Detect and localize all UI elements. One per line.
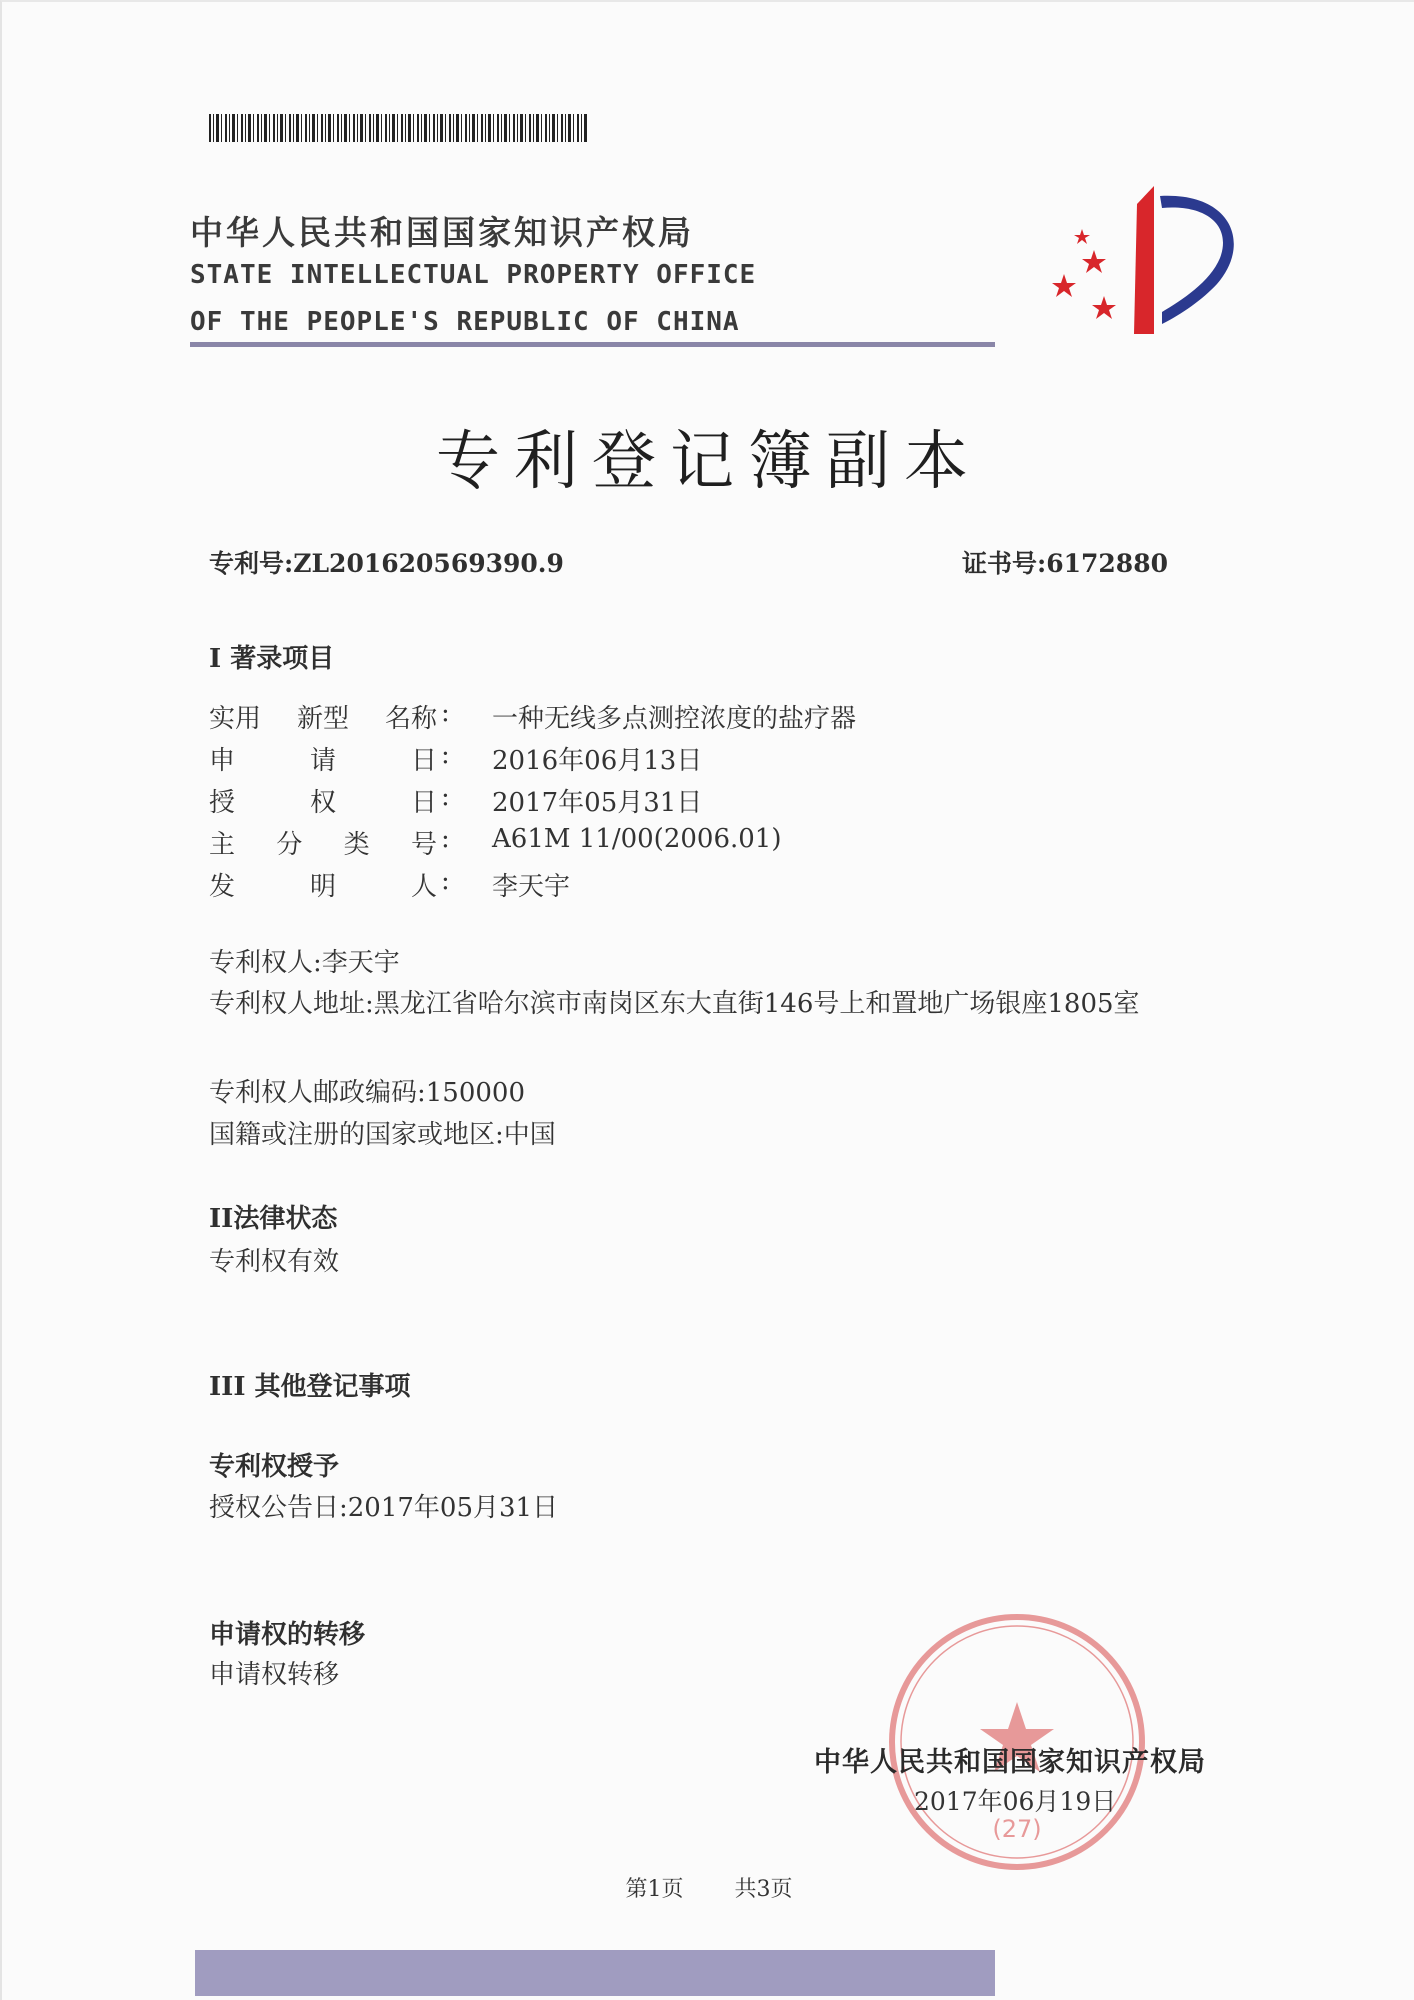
biblio-label-part: 主 [209,830,236,860]
transfer-text: 申请权转移 [209,1660,340,1690]
biblio-label-part: 申 [209,746,236,776]
document-title: 专利登记簿副本 [436,425,982,499]
page-indicator [2,1872,1414,1903]
office-name-cn: 中华人民共和国国家知识产权局 [190,213,694,252]
certificate-number: 证书号:6172880 [962,549,1168,578]
biblio-label-part: 人 [410,872,437,902]
biblio-value: 李天宇 [492,872,571,902]
issuer-name: 中华人民共和国国家知识产权局 [814,1747,1206,1778]
biblio-colon: : [441,782,450,812]
patent-number: 专利号:ZL201620569390.9 [209,549,564,578]
biblio-label-part: 日 [410,788,437,818]
section2-heading: II法律状态 [209,1204,338,1234]
office-name-en-line1: STATE INTELLECTUAL PROPERTY OFFICE [190,260,757,290]
patentee-country: 国籍或注册的国家或地区:中国 [209,1120,556,1150]
grant-heading: 专利权授予 [209,1452,340,1482]
barcode [209,114,587,142]
biblio-label [209,866,437,903]
footer-bar [195,1950,995,1996]
biblio-label-part: 分 [276,830,303,860]
biblio-label [209,782,437,819]
grant-announcement-date: 授权公告日:2017年05月31日 [209,1493,559,1523]
biblio-label-part: 权 [309,788,336,818]
header-divider [190,342,995,347]
biblio-label-part: 新型 [296,704,349,734]
biblio-colon: : [441,824,450,854]
biblio-value: 一种无线多点测控浓度的盐疗器 [492,704,857,734]
sipo-logo-icon [1042,174,1257,339]
biblio-label [209,698,437,735]
patentee: 专利权人:李天宇 [209,948,400,978]
office-name-en-line2: OF THE PEOPLE'S REPUBLIC OF CHINA [190,307,740,337]
page-number: 第1页 [625,1877,684,1902]
biblio-label-part: 请 [309,746,336,776]
transfer-heading: 申请权的转移 [209,1620,366,1650]
biblio-label-part: 发 [209,872,236,902]
biblio-value: A61M 11/00(2006.01) [492,824,782,854]
biblio-colon: : [441,866,450,896]
patentee-postcode: 专利权人邮政编码:150000 [209,1078,526,1108]
biblio-colon: : [441,740,450,770]
patentee-address: 专利权人地址:黑龙江省哈尔滨市南岗区东大直街146号上和置地广场银座1805室 [209,989,1140,1019]
biblio-label-part: 实用 [209,704,262,734]
biblio-label-part: 日 [410,746,437,776]
biblio-label-part: 授 [209,788,236,818]
biblio-value: 2016年06月13日 [492,746,703,776]
biblio-colon: : [441,698,450,728]
stamp-number: (27) [992,1815,1042,1843]
biblio-label-part: 类 [343,830,370,860]
legal-status: 专利权有效 [209,1247,340,1277]
issue-date: 2017年06月19日 [914,1787,1117,1816]
biblio-label-part: 名称 [384,704,437,734]
section1-heading: I 著录项目 [209,644,335,674]
section3-heading: III 其他登记事项 [209,1372,411,1402]
biblio-label-part: 明 [309,872,336,902]
biblio-label [209,824,437,861]
biblio-label-part: 号 [410,830,437,860]
biblio-value: 2017年05月31日 [492,788,703,818]
biblio-label [209,740,437,777]
page-total: 共3页 [734,1877,793,1902]
